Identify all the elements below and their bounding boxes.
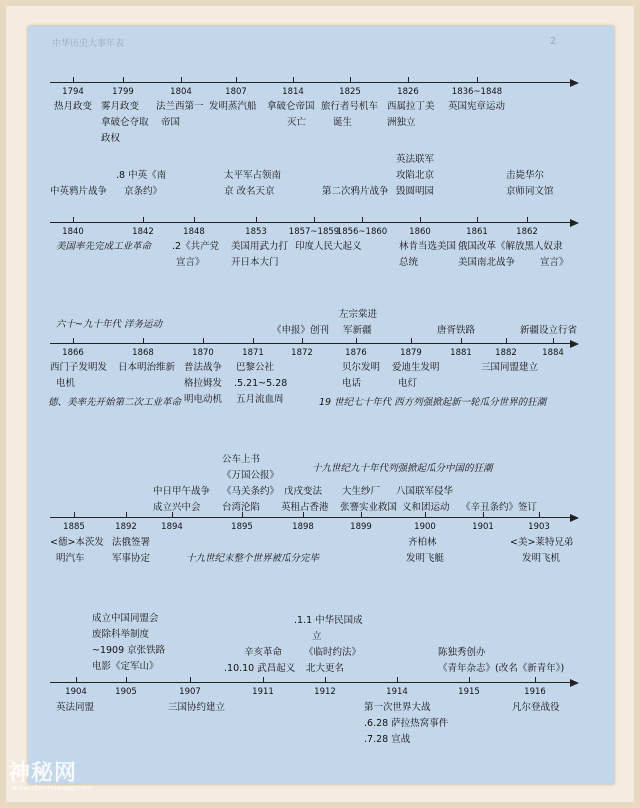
event-label: 齐柏林 — [408, 537, 437, 548]
year-tick — [126, 512, 127, 518]
year-tick — [350, 77, 351, 83]
year-tick — [76, 677, 77, 683]
year-label: 1825 — [339, 87, 361, 97]
year-tick — [314, 217, 315, 223]
year-tick — [181, 77, 182, 83]
event-label: 19 世纪七十年代 西方列强掀起新一轮瓜分世界的狂潮 — [319, 397, 547, 408]
timeline-axis — [50, 82, 570, 83]
event-label: .5.21~5.28 — [234, 378, 288, 389]
event-label: <美>莱特兄弟 — [510, 537, 574, 548]
event-label: 十九世纪末整个世界被瓜分完毕 — [186, 553, 320, 564]
event-label: 电影《定军山》 — [92, 661, 159, 672]
year-label: 1894 — [161, 522, 183, 532]
timeline-axis — [50, 343, 570, 344]
event-label: 义和团运动 — [402, 502, 450, 513]
year-label: 1879 — [400, 348, 422, 358]
event-label: 贝尔发明 — [342, 362, 381, 373]
year-tick — [356, 338, 357, 344]
event-label: 美国率先完成工业革命 — [56, 241, 152, 252]
event-label: 英国宪章运动 — [448, 101, 506, 112]
year-tick — [420, 217, 421, 223]
event-label: 旅行者号机车 — [321, 101, 379, 112]
event-label: 热月政变 — [54, 101, 93, 112]
year-label: 1836~1848 — [451, 87, 503, 97]
event-label: .10.10 武昌起义 — [224, 663, 296, 674]
watermark-url: www.shenmiwang.com — [12, 784, 93, 792]
year-tick — [535, 677, 536, 683]
event-label: 成立兴中会 — [153, 502, 201, 513]
year-tick — [362, 217, 363, 223]
year-label: 1848 — [183, 227, 205, 237]
event-label: 英法同盟 — [56, 702, 95, 713]
page-number: 2 — [550, 36, 557, 47]
event-label: 巴黎公社 — [236, 362, 275, 373]
event-label: 电话 — [342, 378, 362, 389]
year-label: 1915 — [458, 687, 480, 697]
year-tick — [73, 338, 74, 344]
event-label: ~1909 京张铁路 — [92, 645, 166, 656]
event-label: 大生纱厂 — [342, 486, 381, 497]
year-label: 1901 — [472, 522, 494, 532]
watermark-logo: 神秘网 — [8, 761, 78, 786]
event-label: 左宗棠进 — [339, 309, 378, 320]
year-tick — [203, 338, 204, 344]
year-tick — [74, 512, 75, 518]
year-label: 1898 — [292, 522, 314, 532]
event-label: 总统 — [399, 257, 419, 268]
event-label: 发明飞机 — [522, 553, 561, 564]
event-label: 辛亥革命 — [244, 647, 283, 658]
event-label: 废除科举制度 — [92, 629, 150, 640]
event-label: 德、美率先开始第二次工业革命 — [48, 397, 182, 408]
event-label: 发明蒸汽船 — [209, 101, 257, 112]
event-label: 公车上书 — [222, 454, 261, 465]
event-label: 唐胥铁路 — [437, 325, 476, 336]
year-tick — [143, 338, 144, 344]
event-label: 格拉姆发 — [184, 378, 223, 389]
year-tick — [263, 677, 264, 683]
event-label: 戊戌变法 — [284, 486, 323, 497]
event-label: 英租占香港 — [281, 502, 329, 513]
year-label: 1799 — [112, 87, 134, 97]
event-label: 西属拉丁美 — [387, 101, 435, 112]
year-tick — [411, 338, 412, 344]
event-label: 京条约》 — [124, 186, 163, 197]
year-label: 1794 — [62, 87, 84, 97]
event-label: 西门子发明发 — [50, 362, 108, 373]
year-label: 1826 — [397, 87, 419, 97]
year-label: 1861 — [466, 227, 488, 237]
event-label: 洲独立 — [387, 117, 416, 128]
axis-arrow — [570, 219, 579, 227]
year-tick — [506, 338, 507, 344]
event-label: 开日本大门 — [231, 257, 279, 268]
axis-arrow — [570, 679, 579, 687]
event-label: 成立中国同盟会 — [92, 613, 159, 624]
year-tick — [253, 338, 254, 344]
event-label: 《青年杂志》(改名《新青年》) — [438, 663, 565, 674]
year-label: 1892 — [115, 522, 137, 532]
event-label: 拿破仑夺取 — [101, 117, 149, 128]
event-label: 凡尔登战役 — [512, 702, 560, 713]
year-tick — [461, 338, 462, 344]
year-tick — [143, 217, 144, 223]
axis-arrow — [570, 79, 579, 87]
year-tick — [469, 677, 470, 683]
event-label: 三国同盟建立 — [481, 362, 539, 373]
event-label: 立 — [312, 631, 322, 642]
year-label: 1912 — [314, 687, 336, 697]
year-tick — [236, 77, 237, 83]
event-label: 五月流血周 — [236, 394, 284, 405]
year-label: 1860 — [409, 227, 431, 237]
event-label: .2《共产党 — [172, 241, 220, 252]
year-tick — [325, 677, 326, 683]
year-tick — [293, 77, 294, 83]
event-label: <德>本茨发 — [50, 537, 104, 548]
year-label: 1899 — [350, 522, 372, 532]
year-label: 1868 — [132, 348, 154, 358]
event-label: 台湾沦陷 — [222, 502, 261, 513]
event-label: 雾月政变 — [101, 101, 140, 112]
event-label: 军新疆 — [343, 325, 372, 336]
year-tick — [256, 217, 257, 223]
event-label: 太平军占领南 — [224, 170, 282, 181]
year-label: 1814 — [282, 87, 304, 97]
event-label: 陈独秀创办 — [438, 647, 486, 658]
event-label: 京师同文馆 — [506, 186, 554, 197]
event-label: 军事协定 — [112, 553, 151, 564]
year-label: 1911 — [252, 687, 274, 697]
year-tick — [477, 217, 478, 223]
year-label: 1895 — [231, 522, 253, 532]
year-label: 1857~1859 — [288, 227, 340, 237]
event-label: 发明飞艇 — [406, 553, 445, 564]
event-label: 林肯当选美国 — [399, 241, 457, 252]
year-label: 1807 — [225, 87, 247, 97]
event-label: 新疆设立行省 — [520, 325, 578, 336]
event-label: 法兰西第一 — [156, 101, 204, 112]
event-label: 《申报》创刊 — [272, 325, 330, 336]
year-label: 1853 — [245, 227, 267, 237]
event-label: .7.28 宣战 — [364, 734, 411, 745]
event-label: 第一次世界大战 — [364, 702, 431, 713]
event-label: 法俄签署 — [112, 537, 151, 548]
year-label: 1862 — [516, 227, 538, 237]
event-label: 三国协约建立 — [168, 702, 226, 713]
year-label: 1866 — [62, 348, 84, 358]
timeline-page — [28, 26, 614, 784]
year-label: 1840 — [62, 227, 84, 237]
year-label: 1905 — [115, 687, 137, 697]
year-label: 1881 — [450, 348, 472, 358]
event-label: 灭亡 — [287, 117, 307, 128]
event-label: 中英鸦片战争 — [50, 186, 108, 197]
event-label: 美国南北战争 — [458, 257, 516, 268]
year-tick — [408, 77, 409, 83]
event-label: 诞生 — [333, 117, 353, 128]
timeline-axis — [50, 682, 570, 683]
year-label: 1872 — [291, 348, 313, 358]
year-label: 1870 — [192, 348, 214, 358]
event-label: 普法战争 — [184, 362, 223, 373]
event-label: 张謇实业救国 — [340, 502, 398, 513]
event-label: 帝国 — [161, 117, 181, 128]
event-label: .8 中英《南 — [116, 170, 167, 181]
year-tick — [539, 512, 540, 518]
year-label: 1904 — [65, 687, 87, 697]
year-label: 1914 — [386, 687, 408, 697]
event-label: 明电动机 — [184, 394, 223, 405]
event-label: 京 改名天京 — [224, 186, 275, 197]
timeline-axis — [50, 517, 570, 518]
year-tick — [123, 77, 124, 83]
event-label: 八国联军侵华 — [396, 486, 454, 497]
event-label: 十九世纪九十年代列强掀起瓜分中国的狂潮 — [312, 463, 493, 474]
timeline-axis — [50, 222, 570, 223]
year-label: 1885 — [63, 522, 85, 532]
event-label: 电机 — [56, 378, 76, 389]
year-label: 1882 — [495, 348, 517, 358]
event-label: 印度人民大起义 — [295, 241, 362, 252]
event-label: 爱迪生发明 — [392, 362, 440, 373]
event-label: 明汽车 — [56, 553, 85, 564]
year-tick — [302, 338, 303, 344]
year-tick — [194, 217, 195, 223]
year-label: 1900 — [414, 522, 436, 532]
axis-arrow — [570, 340, 579, 348]
year-tick — [553, 338, 554, 344]
year-tick — [477, 77, 478, 83]
event-label: 第二次鸦片战争 — [322, 186, 389, 197]
event-label: 《临时约法》 — [304, 647, 362, 658]
event-label: 政权 — [101, 133, 121, 144]
year-label: 1842 — [132, 227, 154, 237]
event-label: 拿破仑帝国 — [267, 101, 315, 112]
event-label: 北大更名 — [306, 663, 345, 674]
event-label: 电灯 — [398, 378, 418, 389]
year-label: 1804 — [170, 87, 192, 97]
event-label: 《万国公报》 — [222, 470, 280, 481]
year-label: 1916 — [524, 687, 546, 697]
year-label: 1907 — [179, 687, 201, 697]
event-label: 击毙华尔 — [506, 170, 545, 181]
event-label: .1.1 中华民国成 — [294, 615, 363, 626]
page-header-title: 中华历史大事年表 — [52, 39, 125, 49]
year-tick — [397, 677, 398, 683]
event-label: 中日甲午战争 — [153, 486, 211, 497]
year-tick — [126, 677, 127, 683]
year-label: 1856~1860 — [336, 227, 388, 237]
event-label: 攻陷北京 — [396, 170, 435, 181]
event-label: 俄国改革《解放黑人奴隶 — [458, 241, 563, 252]
event-label: 美国用武力打 — [231, 241, 289, 252]
year-tick — [73, 77, 74, 83]
year-label: 1876 — [345, 348, 367, 358]
event-label: 宣言》 — [176, 257, 205, 268]
event-label: 宣言》 — [540, 257, 569, 268]
year-label: 1871 — [242, 348, 264, 358]
year-tick — [73, 217, 74, 223]
event-label: 《马关条约》 — [222, 486, 280, 497]
event-label: .6.28 萨拉热窝事件 — [364, 718, 449, 729]
event-label: 六十~九十年代 洋务运动 — [56, 319, 162, 330]
year-label: 1903 — [528, 522, 550, 532]
event-label: 英法联军 — [396, 154, 435, 165]
event-label: 《辛丑条约》签订 — [461, 502, 538, 513]
event-label: 日本明治维新 — [118, 362, 176, 373]
year-tick — [527, 217, 528, 223]
event-label: 毁圆明园 — [396, 186, 435, 197]
axis-arrow — [570, 514, 579, 522]
year-tick — [190, 677, 191, 683]
year-label: 1884 — [542, 348, 564, 358]
